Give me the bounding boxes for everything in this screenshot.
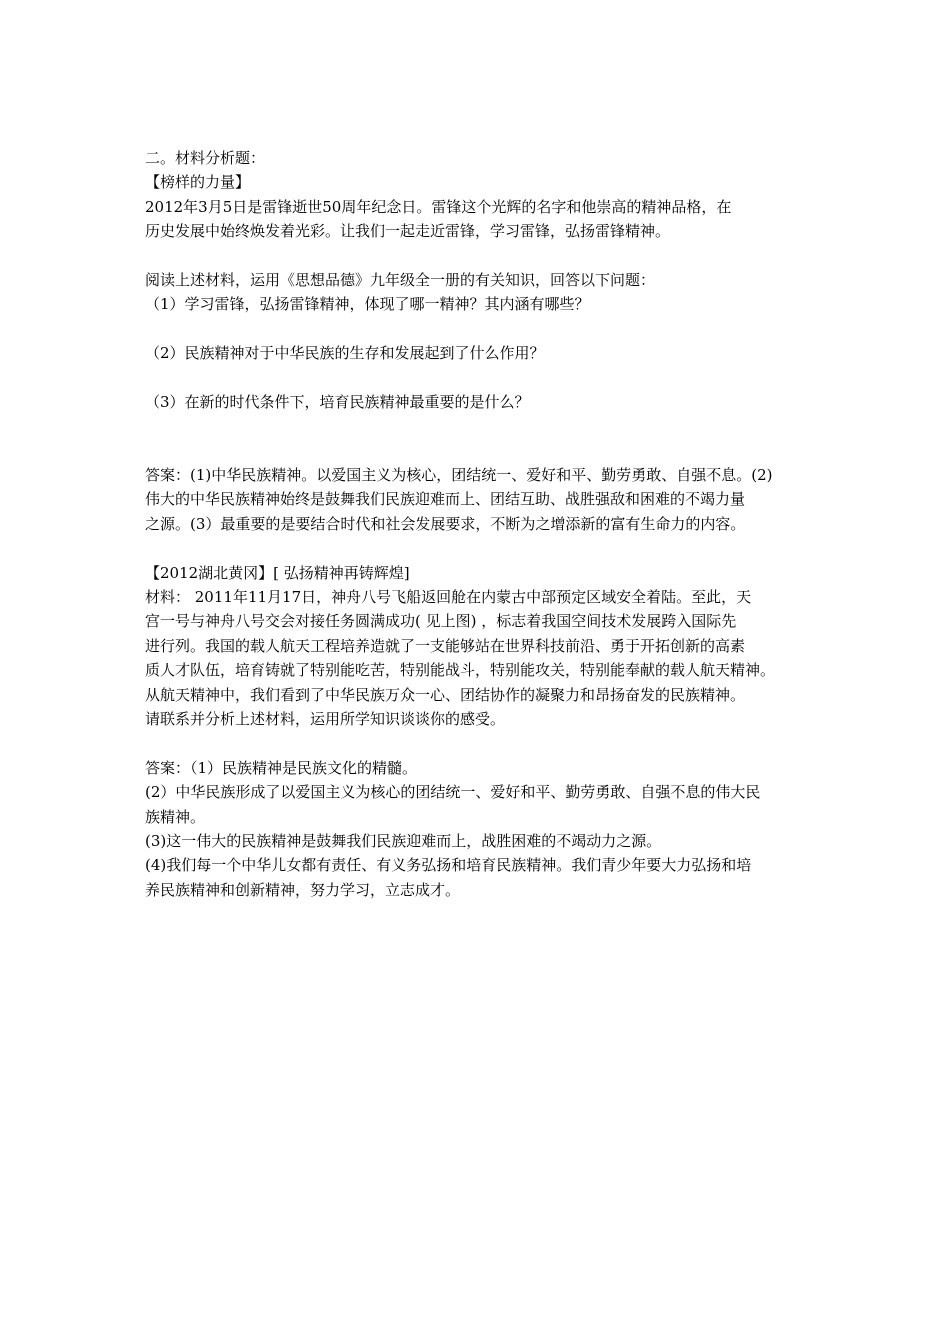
blank-line — [145, 317, 810, 341]
material-2-text-line: 请联系并分析上述材料，运用所学知识谈谈你的感受。 — [145, 709, 506, 728]
material-2-text-line: 材料： 2011年11月17日，神舟八号飞船返回舱在内蒙古中部预定区域安全着陆。至此，天 — [145, 588, 752, 607]
blank-line — [145, 731, 810, 755]
material-2-answer-line: 养民族精神和创新精神，努力学习，立志成才。 — [145, 880, 461, 899]
document-body — [145, 146, 810, 902]
material-2-answer-line: 答案：（1）民族精神是民族文化的精髓。 — [145, 758, 418, 777]
question-1: （1）学习雷锋，弘扬雷锋精神，体现了哪一精神？其内涵有哪些？ — [145, 295, 590, 314]
material-1-answer-line: 答案：(1)中华民族精神。以爱国主义为核心，团结统一、爱好和平、勤劳勇敢、自强不息。(2) — [145, 466, 773, 485]
question-3: （3）在新的时代条件下，培育民族精神最重要的是什么？ — [145, 392, 530, 411]
material-2-text-line: 进行列。我国的载人航天工程培养造就了一支能够站在世界科技前沿、勇于开拓创新的高素 — [145, 636, 746, 655]
material-2-heading: 【2012湖北黄冈】[ 弘扬精神再铸辉煌] — [145, 563, 410, 582]
material-1-instruction: 阅读上述材料，运用《思想品德》九年级全一册的有关知识，回答以下问题： — [145, 270, 656, 289]
blank-line — [145, 536, 810, 560]
blank-line — [145, 366, 810, 390]
material-1-text-line: 历史发展中始终焕发着光彩。让我们一起走近雷锋，学习雷锋，弘扬雷锋精神。 — [145, 222, 671, 241]
material-2-answer-line: (3)这一伟大的民族精神是鼓舞我们民族迎难而上，战胜困难的不竭动力之源。 — [145, 831, 662, 850]
question-2: （2）民族精神对于中华民族的生存和发展起到了什么作用？ — [145, 344, 545, 363]
material-1-heading: 【榜样的力量】 — [145, 173, 251, 192]
material-2-text-line: 质人才队伍，培育铸就了特别能吃苦，特别能战斗，特别能攻关，特别能奉献的载人航天精神。 — [145, 661, 776, 680]
material-2-answer-line: (4)我们每一个中华儿女都有责任、有义务弘扬和培育民族精神。我们青少年要大力弘扬和培 — [145, 856, 752, 875]
material-1-text-line: 2012年3月5日是雷锋逝世50周年纪念日。雷锋这个光辉的名字和他崇高的精神品格，在 — [145, 197, 732, 216]
section-title: 二。材料分析题： — [145, 149, 266, 167]
material-1-answer-line: 之源。(3）最重要的是要结合时代和社会发展要求，不断为之增添新的富有生命力的内容。 — [145, 514, 746, 533]
material-1-answer-line: 伟大的中华民族精神始终是鼓舞我们民族迎难而上、团结互助、战胜强敌和困难的不竭力量 — [145, 490, 746, 509]
blank-line — [145, 439, 810, 463]
material-2-text-line: 从航天精神中，我们看到了中华民族万众一心、团结协作的凝聚力和昂扬奋发的民族精神。 — [145, 685, 746, 704]
blank-line — [145, 244, 810, 268]
material-2-answer-line: 族精神。 — [145, 807, 206, 826]
material-2-answer-line: (2）中华民族形成了以爱国主义为核心的团结统一、爱好和平、勤劳勇敢、自强不息的伟大民 — [145, 783, 761, 802]
material-2-text-line: 宫一号与神舟八号交会对接任务圆满成功( 见上图) ，标志着我国空间技术发展跨入国际先 — [145, 612, 737, 631]
blank-line — [145, 414, 810, 438]
